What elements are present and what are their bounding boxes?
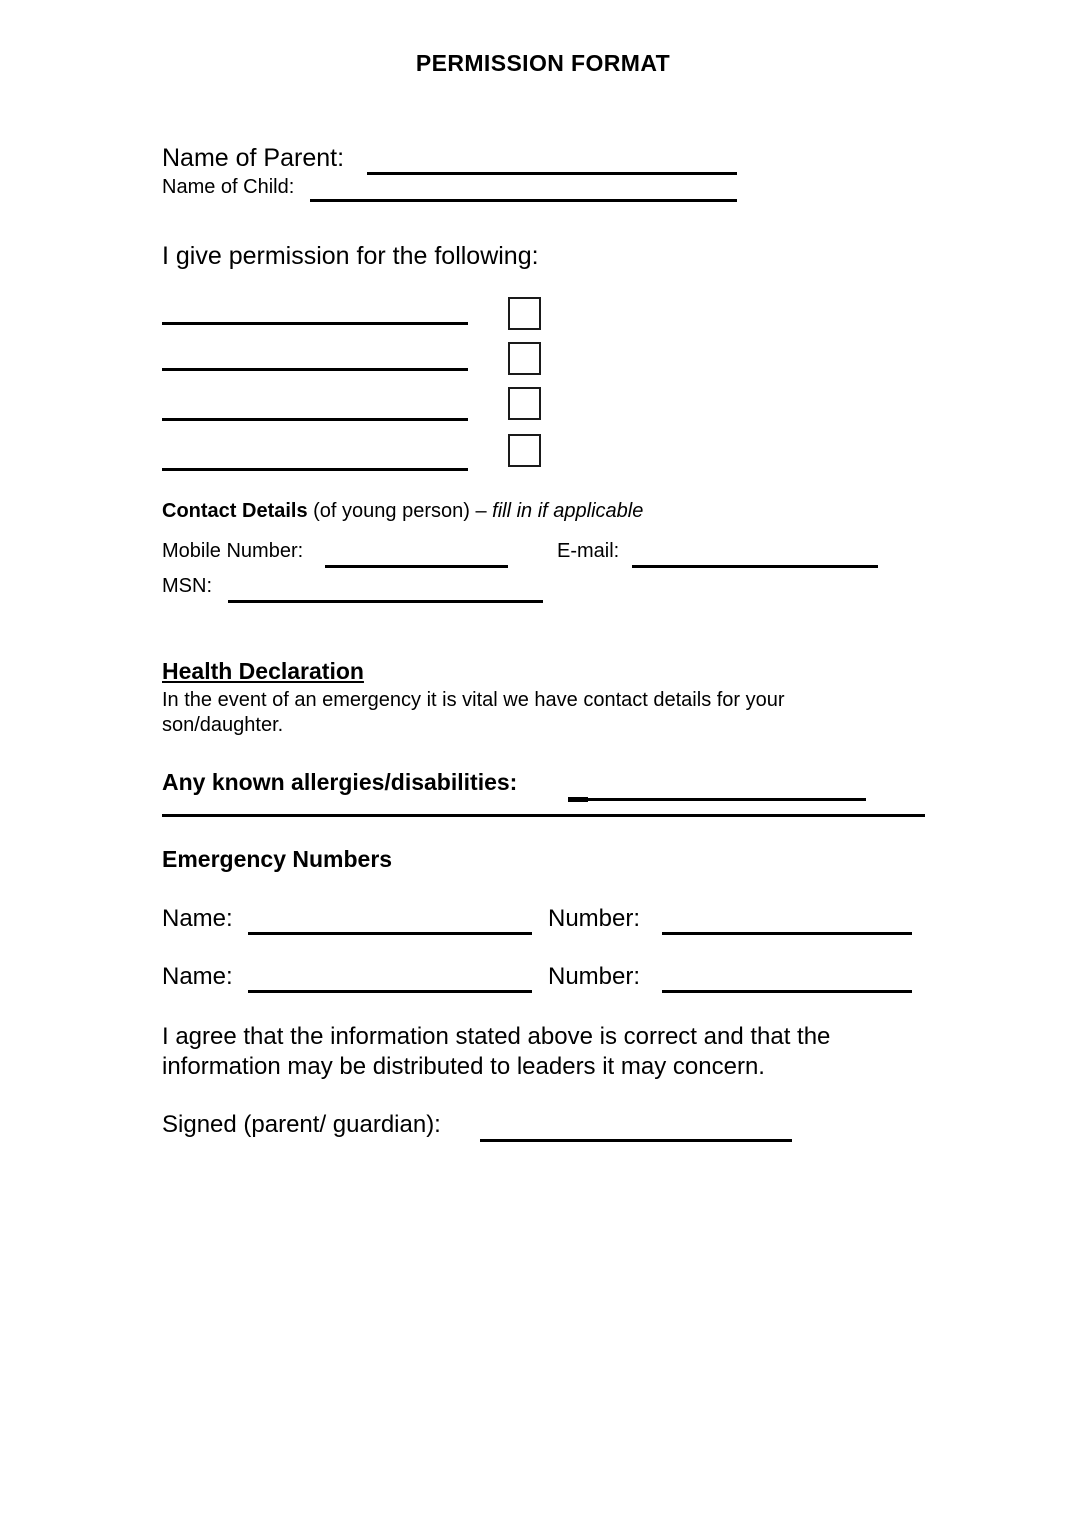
emergency-number-label-2: Number: (548, 963, 641, 990)
permission-item-line-1[interactable] (162, 322, 468, 325)
mobile-number-input-line[interactable] (325, 565, 508, 568)
permission-checkbox-4[interactable] (508, 434, 541, 467)
email-label: E-mail: (557, 540, 620, 562)
allergies-input-line-lead[interactable] (568, 797, 588, 802)
permission-checkbox-3[interactable] (508, 387, 541, 420)
child-name-label: Name of Child: (162, 176, 295, 198)
contact-details-heading-bold: Contact Details (162, 500, 308, 522)
permission-item-line-3[interactable] (162, 418, 468, 421)
emergency-name-label-2: Name: (162, 963, 233, 990)
permission-checkbox-1[interactable] (508, 297, 541, 330)
parent-name-input-line[interactable] (367, 172, 737, 175)
page-title: PERMISSION FORMAT (415, 50, 671, 76)
allergies-label: Any known allergies/disabilities: (162, 769, 518, 795)
emergency-numbers-heading: Emergency Numbers (162, 846, 393, 872)
emergency-name-input-line-1[interactable] (248, 932, 532, 935)
contact-details-heading (162, 500, 643, 524)
emergency-name-input-line-2[interactable] (248, 990, 532, 993)
email-input-line[interactable] (632, 565, 878, 568)
emergency-name-label-1: Name: (162, 905, 233, 932)
signature-label: Signed (parent/ guardian): (162, 1111, 441, 1138)
emergency-number-input-line-1[interactable] (662, 932, 912, 935)
parent-name-label: Name of Parent: (162, 144, 345, 172)
health-declaration-body: In the event of an emergency it is vital we have contact details for your son/daughter. (162, 689, 785, 737)
health-declaration-heading: Health Declaration (162, 658, 364, 684)
permission-item-line-4[interactable] (162, 468, 468, 471)
contact-details-heading-italic: fill in if applicable (492, 500, 644, 522)
permission-intro-text: I give permission for the following: (162, 242, 539, 270)
allergies-input-line[interactable] (588, 798, 866, 801)
agreement-text: I agree that the information stated above is correct and that the information may be distributed to leaders it may concern. (162, 1023, 831, 1081)
allergies-continuation-line[interactable] (162, 814, 925, 817)
emergency-number-label-1: Number: (548, 905, 641, 932)
mobile-number-label: Mobile Number: (162, 540, 304, 562)
permission-item-line-2[interactable] (162, 368, 468, 371)
child-name-input-line[interactable] (310, 199, 737, 202)
msn-input-line[interactable] (228, 600, 543, 603)
signature-input-line[interactable] (480, 1139, 792, 1142)
emergency-number-input-line-2[interactable] (662, 990, 912, 993)
contact-details-heading-plain: (of young person) – (307, 500, 493, 522)
permission-checkbox-2[interactable] (508, 342, 541, 375)
msn-label: MSN: (162, 575, 212, 597)
